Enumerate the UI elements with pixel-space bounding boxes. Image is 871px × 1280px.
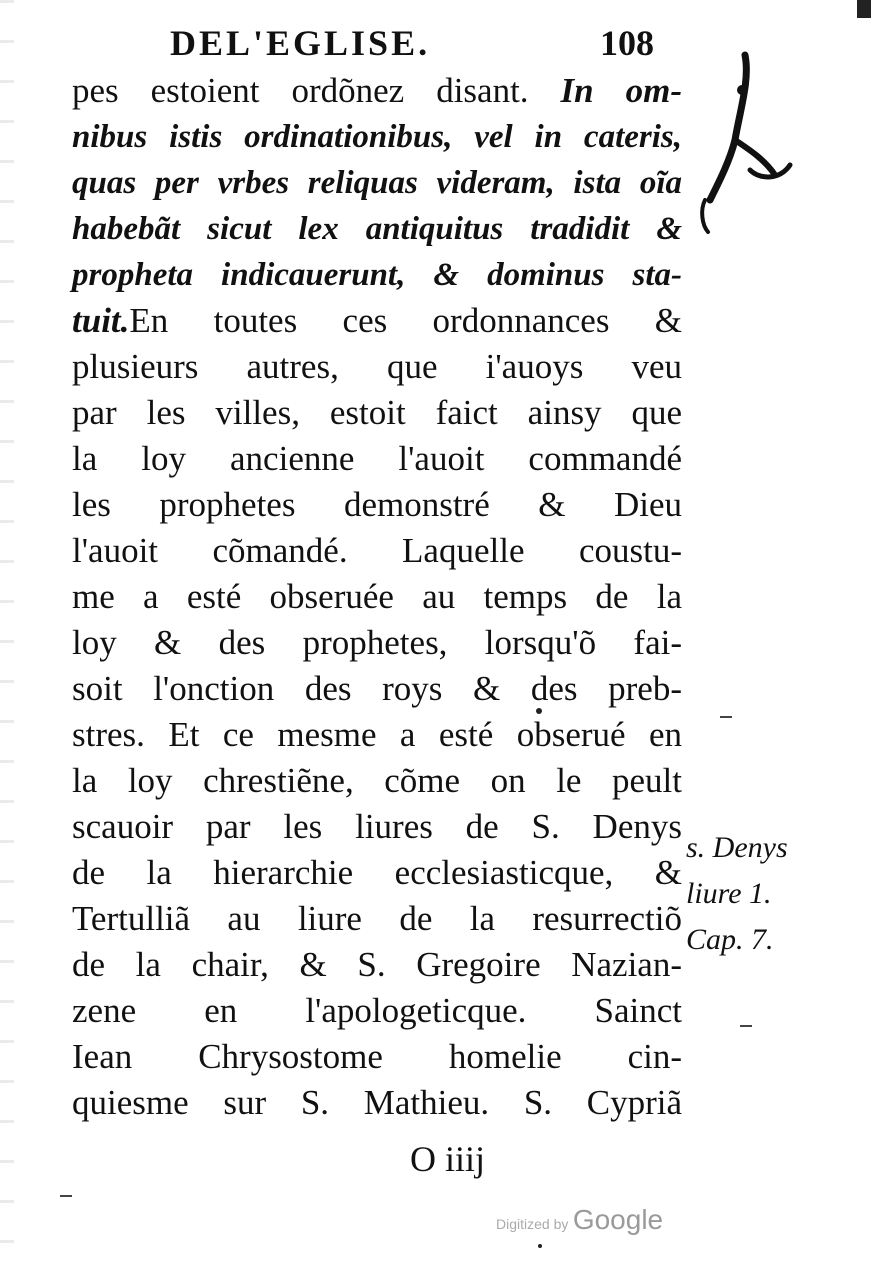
running-head: DEL'EGLISE. [170, 23, 431, 63]
text-line: de la hierarchie ecclesiasticque, & [72, 853, 682, 892]
margin-note-line: Cap. 7. [686, 923, 774, 956]
text-line: quiesme sur S. Mathieu. S. Cypriã [72, 1083, 682, 1122]
margin-dash [740, 1025, 752, 1027]
text-line: nibus istis ordinationibus, vel in cateris, [72, 119, 682, 155]
margin-dash [720, 716, 732, 718]
scan-edge-marks [0, 0, 14, 1280]
margin-dash [60, 1195, 72, 1197]
text-line: quas per vrbes reliquas videram, ista oĩa [72, 165, 682, 201]
ink-dot [536, 708, 542, 714]
google-logo: Google [572, 1204, 664, 1235]
text-line: stres. Et ce mesme a esté obserué en [72, 715, 682, 754]
ink-annotation-mark [690, 50, 800, 240]
text-line: Tertulliã au liure de la resurrectiõ [72, 899, 682, 938]
text-line: la loy ancienne l'auoit commandé [72, 439, 682, 478]
ink-dot [538, 1244, 542, 1248]
digitized-watermark [496, 1204, 663, 1236]
text-line: soit l'onction des roys & des preb- [72, 669, 682, 708]
text-line: les prophetes demonstré & Dieu [72, 485, 682, 524]
text-line: tuit.En toutes ces ordonnances & [72, 301, 682, 340]
text-line: plusieurs autres, que i'auoys veu [72, 347, 682, 386]
text-line: de la chair, & S. Gregoire Nazian- [72, 945, 682, 984]
margin-note-line: liure 1. [686, 877, 772, 910]
text-line: pes estoient ordõnez disant. In om- [72, 71, 682, 110]
body-text [72, 68, 682, 1126]
text-line: Iean Chrysostome homelie cin- [72, 1037, 682, 1076]
margin-note-line: s. Denys [686, 831, 788, 864]
text-line: loy & des prophetes, lorsqu'õ fai- [72, 623, 682, 662]
text-line: scauoir par les liures de S. Denys [72, 807, 682, 846]
scan-corner-mark [857, 0, 871, 18]
text-line: zene en l'apologeticque. Sainct [72, 991, 682, 1030]
text-line: par les villes, estoit faict ainsy que [72, 393, 682, 432]
signature-mark: O iiij [410, 1139, 486, 1179]
page-number: 108 [600, 23, 654, 63]
text-line: propheta indicauerunt, & dominus sta- [72, 257, 682, 293]
text-line: l'auoit cõmandé. Laquelle coustu- [72, 531, 682, 570]
text-line: me a esté obseruée au temps de la [72, 577, 682, 616]
text-line: la loy chrestiẽne, cõme on le peult [72, 761, 682, 800]
margin-note [686, 825, 788, 963]
text-line: habebãt sicut lex antiquitus tradidit & [72, 211, 682, 247]
watermark-prefix: Digitized by [496, 1216, 569, 1232]
